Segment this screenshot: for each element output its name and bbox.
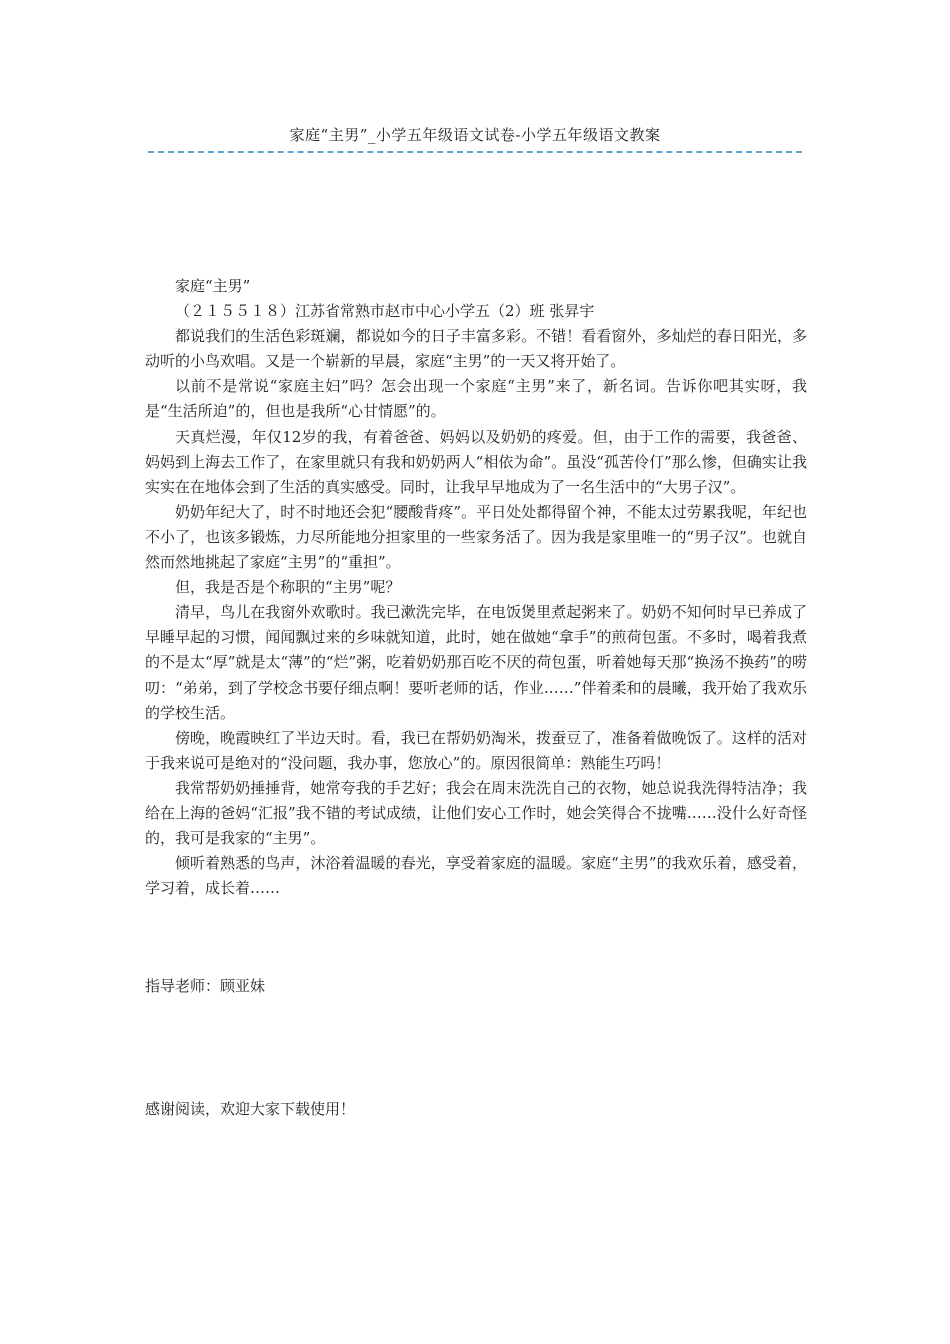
article-paragraph: 以前不是常说“家庭主妇”吗？怎会出现一个家庭“主男”来了，新名词。告诉你吧其实呀，我是“生活所迫”的，但也是我所“心甘情愿”的。 <box>145 377 807 421</box>
article-paragraph: 天真烂漫，年仅12岁的我，有着爸爸、妈妈以及奶奶的疼爱。但，由于工作的需要，我爸爸、妈妈到上海去工作了，在家里就只有我和奶奶两人“相依为命”。虽没“孤苦伶仃”那么惨，但确实让我实实在在地体会到了生活的真实感受。同时，让我早早地成为了一名生活中的“大男子汉”。 <box>145 427 807 496</box>
article-paragraph: 都说我们的生活色彩斑斓，都说如今的日子丰富多彩。不错！看看窗外，多灿烂的春日阳光，多动听的小鸟欢唱。又是一个崭新的早晨，家庭“主男”的一天又将开始了。 <box>145 327 807 371</box>
article-paragraph: 傍晚，晚霞映红了半边天时。看，我已在帮奶奶淘米，拨蚕豆了，准备着做晚饭了。这样的活对于我来说可是绝对的“没问题，我办事，您放心”的。原因很简单：熟能生巧吗！ <box>145 728 807 772</box>
article-paragraph: 倾听着熟悉的鸟声，沐浴着温暖的春光，享受着家庭的温暖。家庭“主男”的我欢乐着，感受着，学习着，成长着…… <box>145 854 807 898</box>
article-byline: （２１５５１８）江苏省常熟市赵市中心小学五（2）班 张昇宇 <box>175 302 595 321</box>
article-title: 家庭“主男” <box>175 277 251 295</box>
article-body <box>145 274 807 901</box>
article-paragraph: 奶奶年纪大了，时不时地还会犯“腰酸背疼”。平日处处都得留个神，不能太过劳累我呢，年纪也不小了，也该多锻炼，力尽所能地分担家里的一些家务活了。因为我是家里唯一的“男子汉”。也就自然而然地挑起了家庭“主男”的“重担”。 <box>145 502 807 572</box>
article-paragraph: 清早，鸟儿在我窗外欢歌时。我已漱洗完毕，在电饭煲里煮起粥来了。奶奶不知何时早已养成了早睡早起的习惯，闻闻飘过来的乡味就知道，此时，她在做她“拿手”的煎荷包蛋。不多时，喝着我煮的不是太“厚”就是太“薄”的“烂”粥，吃着奶奶那百吃不厌的荷包蛋，听着她每天那“换汤不换药”的唠叨：“弟弟，到了学校念书要仔细点啊！要听老师的话，作业……”伴着柔和的晨曦，我开始了我欢乐的学校生活。 <box>145 603 807 722</box>
thanks-note: 感谢阅读，欢迎大家下载使用！ <box>145 1100 356 1118</box>
teacher-credit: 指导老师：顾亚妹 <box>145 977 266 995</box>
header-divider <box>148 151 802 153</box>
article-paragraph: 但，我是否是个称职的“主男”呢？ <box>175 578 401 597</box>
article-paragraph: 我常帮奶奶捶捶背，她常夸我的手艺好；我会在周末洗洗自己的衣物，她总说我洗得特洁净；我给在上海的爸妈“汇报”我不错的考试成绩，让他们安心工作时，她会笑得合不拢嘴……没什么好奇怪的，我可是我家的“主男”。 <box>145 778 807 848</box>
page-header-title: 家庭“主男”_小学五年级语文试卷-小学五年级语文教案 <box>289 126 661 144</box>
